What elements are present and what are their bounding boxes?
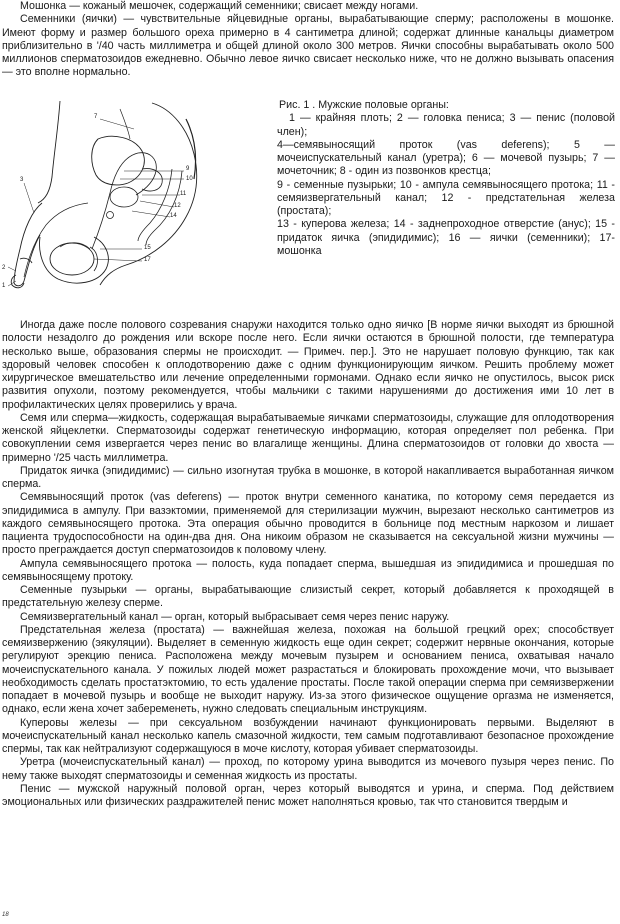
figure-label-15: 15 xyxy=(144,245,151,251)
body-text xyxy=(0,319,616,809)
paragraph-ejaculatory-duct: Семяизвергательный канал — орган, который выбрасывает семя через пенис наружу. xyxy=(20,610,450,623)
figure-label-14: 14 xyxy=(170,213,177,219)
anatomy-figure xyxy=(2,99,264,292)
paragraph-penis: Пенис — мужской наружный половой орган, через который выводятся и урина, и сперма. Под действием эмоциональных или физических раздражителей пенис может наполняться кровью, так что становится твердым и xyxy=(2,782,614,808)
figure-label-9: 9 xyxy=(186,166,190,172)
paragraph-undescended-testicle: Иногда даже после полового созревания снаружи находится только одно яичко [В норме яички выходят из брюшной полости незадолго до рождения или вскоре после него. Если яички остаются в брюшной полости, где температура несколько выше, образования спермы не происходит. — Примеч. пер.]. Это не нарушает половую функцию, так как здоровый человек способен к оплодотворению даже с одним функционирующим яичком. Решить проблему может хирургическое вмешательство или лечение определенными гормонами. Однако если яичко не опустилось, высок риск развития опухоли, поэтому рекомендуется, чтобы мальчики с такими нарушениями до достижения ими 10 лет в профилактических целях проверились у врача. xyxy=(2,319,614,411)
paragraph-semen: Семя или сперма—жидкость, содержащая вырабатываемые яичками сперматозоиды, служащие для оплодотворения женской яйцеклетки. Сперматозоиды содержат генетическую информацию, которая определяет пол ребенка. При совокуплении семя извергается через пенис во влагалище женщины. Длина сперматозоидов от головки до хвоста — примерно '/25 часть миллиметра. xyxy=(2,411,614,464)
caption-title: Рис. 1 . Мужские половые органы: xyxy=(279,99,449,111)
paragraph-scrotum: Мошонка — кожаный мешочек, содержащий семенники; свисает между ногами. xyxy=(20,0,419,12)
figure-label-1: 1 xyxy=(2,283,6,289)
paragraph-urethra: Уретра (мочеиспускательный канал) — проход, по которому урина выводится из мочевого пузыря через пенис. По нему также выходят сперматозоиды и семенная жидкость из простаты. xyxy=(2,756,614,782)
caption-line-3: 9 - семенные пузырьки; 10 - ампула семявыносящего протока; 11 - семяизвергательный канал; 12 - предстательная железа (простата); xyxy=(277,178,615,217)
paragraph-vas-deferens: Семявыносящий проток (vas deferens) — проток внутри семенного канатика, по которому семя передается из эпидидимиса в ампулу. При вазэктомии, применяемой для стерилизации мужчин, вырезают несколько сантиметров из каждого семявыносящего протока. Эта операция обычно проводится в больнице под местным наркозом и лишает пациента трудоспособности на один-два дня. Она никоим образом не сказывается на сексуальной жизни мужчины — просто преграждается доступ сперматозоидов к половому члену. xyxy=(2,491,614,557)
figure-label-3: 3 xyxy=(20,177,24,183)
top-text xyxy=(0,0,616,80)
figure-label-7: 7 xyxy=(94,114,98,120)
figure-caption xyxy=(275,99,617,258)
paragraph-epididymis: Придаток яичка (эпидидимис) — сильно изогнутая трубка в мошонке, в которой накапливается выработанная яичком сперма. xyxy=(2,464,614,490)
figure-label-10: 10 xyxy=(186,176,193,182)
figure-label-12: 12 xyxy=(174,203,181,209)
paragraph-testicles: Семенники (яички) — чувствительные яйцевидные органы, вырабатывающие сперму; расположены в мошонке. Имеют форму и размер большого ореха примерно в 4 сантиметра длиной; содержат длинные канальцы диаметром приблизительно в '/40 часть миллиметра и общей длиной около 300 метров. Яички способны вырабатывать около 500 миллионов сперматозоидов ежедневно. Обычно левое яичко свисает несколько ниже, что не должно вызывать опасения — это вполне нормально. xyxy=(2,13,614,79)
figure-label-11: 11 xyxy=(180,191,187,197)
page-number: 18 xyxy=(2,912,9,918)
anatomy-illustration xyxy=(2,99,264,292)
figure-label-2: 2 xyxy=(2,265,6,271)
caption-line-1: 1 — крайняя плоть; 2 — головка пениса; 3 — пенис (половой член); xyxy=(277,112,615,138)
caption-line-4: 13 - куперова железа; 14 - заднепроходное отверстие (анус); 15 - придаток яичка (эпидидимис); 16 — яички (семенники); 17- мошонка xyxy=(277,218,615,257)
paragraph-prostate: Предстательная железа (простата) — важнейшая железа, похожая на большой грецкий орех; способствует семяизвержению (эякуляции). Выделяет в семенную жидкость еще один секрет; содержит нервные окончания, которые регулируют эрекцию пениса. Расположена между мочевым пузырем и основанием пениса, охватывая начало мочеиспускательного канала. У пожилых людей может разрастаться и блокировать прохождение мочи, что вызывает необходимость сделать простатэктомию, то есть удаление простаты. После такой операции сперма при семяизвержении попадает в мочевой пузырь и вообще не выходит наружу. Из-за этого физическое ощущение оргазма не изменяется, однако, если жена хочет забеременеть, нужно следовать специальным инструкциям. xyxy=(2,623,614,716)
caption-line-2: 4—семявыносящий проток (vas deferens); 5 — мочеиспускательный канал (уретра); 6 — мочевой пузырь; 7 — мочеточник; 8 - один из позвонков крестца; xyxy=(277,138,615,178)
figure-label-17: 17 xyxy=(144,257,151,263)
paragraph-seminal-vesicles: Семенные пузырьки — органы, вырабатывающие слизистый секрет, который добавляется к проходящей в предстательную железу сперме. xyxy=(2,584,614,610)
paragraph-ampulla: Ампула семявыносящего протока — полость, куда попадает сперма, вышедшая из эпидидимиса и прошедшая по семявыносящему протоку. xyxy=(2,557,614,583)
paragraph-cowper-glands: Куперовы железы — при сексуальном возбуждении начинают функционировать первыми. Выделяют в мочеиспускательный канал несколько капель смазочной жидкости, тем самым подготавливают безопасное прохождение спермы, так как нейтрализуют содержащуюся в моче кислоту, которая убивает сперматозоиды. xyxy=(2,716,614,755)
